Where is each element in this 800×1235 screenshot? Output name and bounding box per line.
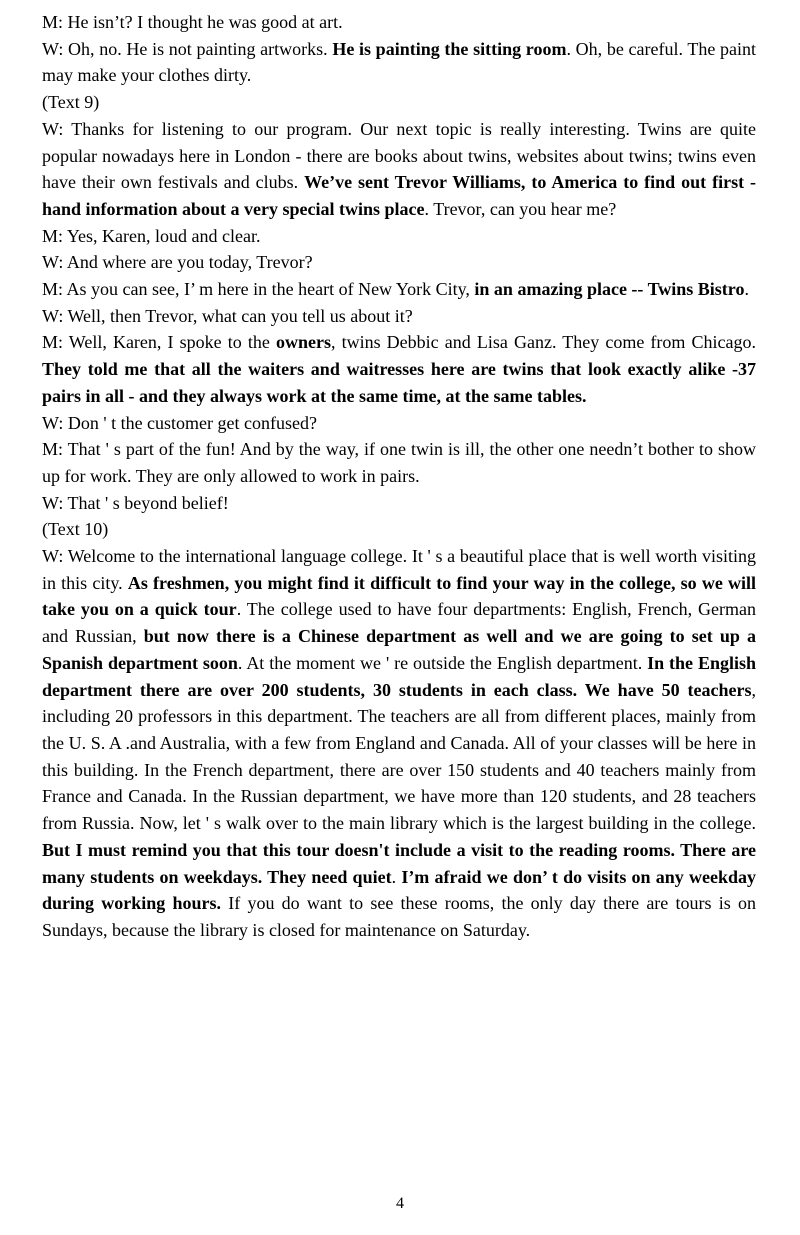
transcript-paragraph: [42, 436, 756, 489]
transcript-paragraph: [42, 89, 756, 116]
transcript-paragraph: [42, 516, 756, 543]
page-footer: [0, 1194, 800, 1214]
text-run: W: Welcome to the international language college. It ' s a beautiful place that is well worth visiting in this city.: [42, 546, 756, 593]
transcript-paragraph: [42, 490, 756, 517]
text-run: W: Well, then Trevor, what can you tell us about it?: [42, 305, 413, 326]
bold-text-run: As freshmen, you might find it difficult to find your way in the college, so we will take you on a quick tour: [42, 572, 756, 620]
text-run: M: That ' s part of the fun! And by the way, if one twin is ill, the other one needn’t bother to show up for work. They are only allowed to work in pairs.: [42, 439, 756, 486]
bold-text-run: In the English department there are over 200 students, 30 students in each class. We have 50 teachers: [42, 652, 757, 700]
text-run: . The college used to have four departments: English, French, German and Russian,: [42, 599, 756, 647]
bold-text-run: I’m afraid we don’ t do visits on any weekday during working hours.: [42, 866, 757, 914]
text-run: .: [744, 279, 749, 300]
transcript-paragraph: [42, 116, 756, 223]
text-run: (Text 10): [42, 519, 109, 540]
transcript-paragraph: [42, 303, 756, 330]
text-run: W: Oh, no. He is not painting artworks.: [42, 38, 333, 59]
text-run: W: And where are you today, Trevor?: [42, 252, 313, 273]
text-run: M: Yes, Karen, loud and clear.: [42, 225, 261, 246]
transcript-paragraph: [42, 9, 756, 36]
transcript-paragraph: [42, 223, 756, 250]
text-run: , including 20 professors in this department. The teachers are all from different places, mainly from the U. S. A .and Australia, with a few from England and Canada. All of your classes will be here in this building. In the French department, there are over 150 students and 40 teachers mainly from France and Canada. In the Russian department, we have more than 120 students, and 28 teachers from Russia. Now, let ' s walk over to the main library which is the largest building in the college.: [42, 679, 756, 834]
transcript-paragraph: [42, 276, 756, 303]
bold-text-run: He is painting the sitting room: [332, 38, 567, 59]
bold-text-run: We’ve sent Trevor Williams, to America to find out first - hand information about a very special twins place: [42, 172, 757, 219]
text-run: W: Thanks for listening to our program. Our next topic is really interesting. Twins are quite popular nowadays here in London - there are books about twins, websites about twins; twins even have their own festivals and clubs.: [42, 118, 756, 193]
text-run: . Trevor, can you hear me?: [424, 198, 617, 219]
text-run: , twins Debbic and Lisa Ganz. They come from Chicago.: [330, 332, 757, 353]
text-run: . At the moment we ' re outside the English department.: [237, 652, 648, 673]
text-run: W: Don ' t the customer get confused?: [42, 412, 317, 433]
text-run: M: Well, Karen, I spoke to the: [42, 332, 276, 353]
transcript-paragraph: [42, 36, 756, 89]
transcript-paragraph: [42, 329, 756, 409]
bold-text-run: They told me that all the waiters and waitresses here are twins that look exactly alike -37 pairs in all - and they always work at the same time, at the same tables.: [42, 359, 756, 406]
bold-text-run: But I must remind you that this tour doesn't include a visit to the reading rooms. There are many students on weekdays. They need quiet: [42, 839, 756, 887]
bold-text-run: but now there is a Chinese department as well and we are going to set up a Spanish department soon: [42, 626, 757, 673]
transcript-paragraph: [42, 410, 756, 437]
text-run: M: He isn’t? I thought he was good at art.: [42, 12, 343, 32]
transcript-paragraph: [42, 543, 756, 944]
text-run: W: That ' s beyond belief!: [42, 492, 229, 513]
text-run: M: As you can see, I’ m here in the heart of New York City,: [42, 279, 475, 300]
page-number: 4: [396, 1195, 404, 1212]
text-run: .: [391, 866, 402, 887]
transcript-paragraph: [42, 249, 756, 276]
text-run: (Text 9): [42, 92, 100, 113]
text-run: If you do want to see these rooms, the only day there are tours is on Sundays, because the library is closed for maintenance on Saturday.: [42, 893, 756, 940]
bold-text-run: in an amazing place -- Twins Bistro: [474, 279, 745, 300]
transcript: [42, 9, 756, 944]
bold-text-run: owners: [275, 332, 331, 353]
text-run: . Oh, be careful. The paint may make your clothes dirty.: [42, 38, 756, 86]
